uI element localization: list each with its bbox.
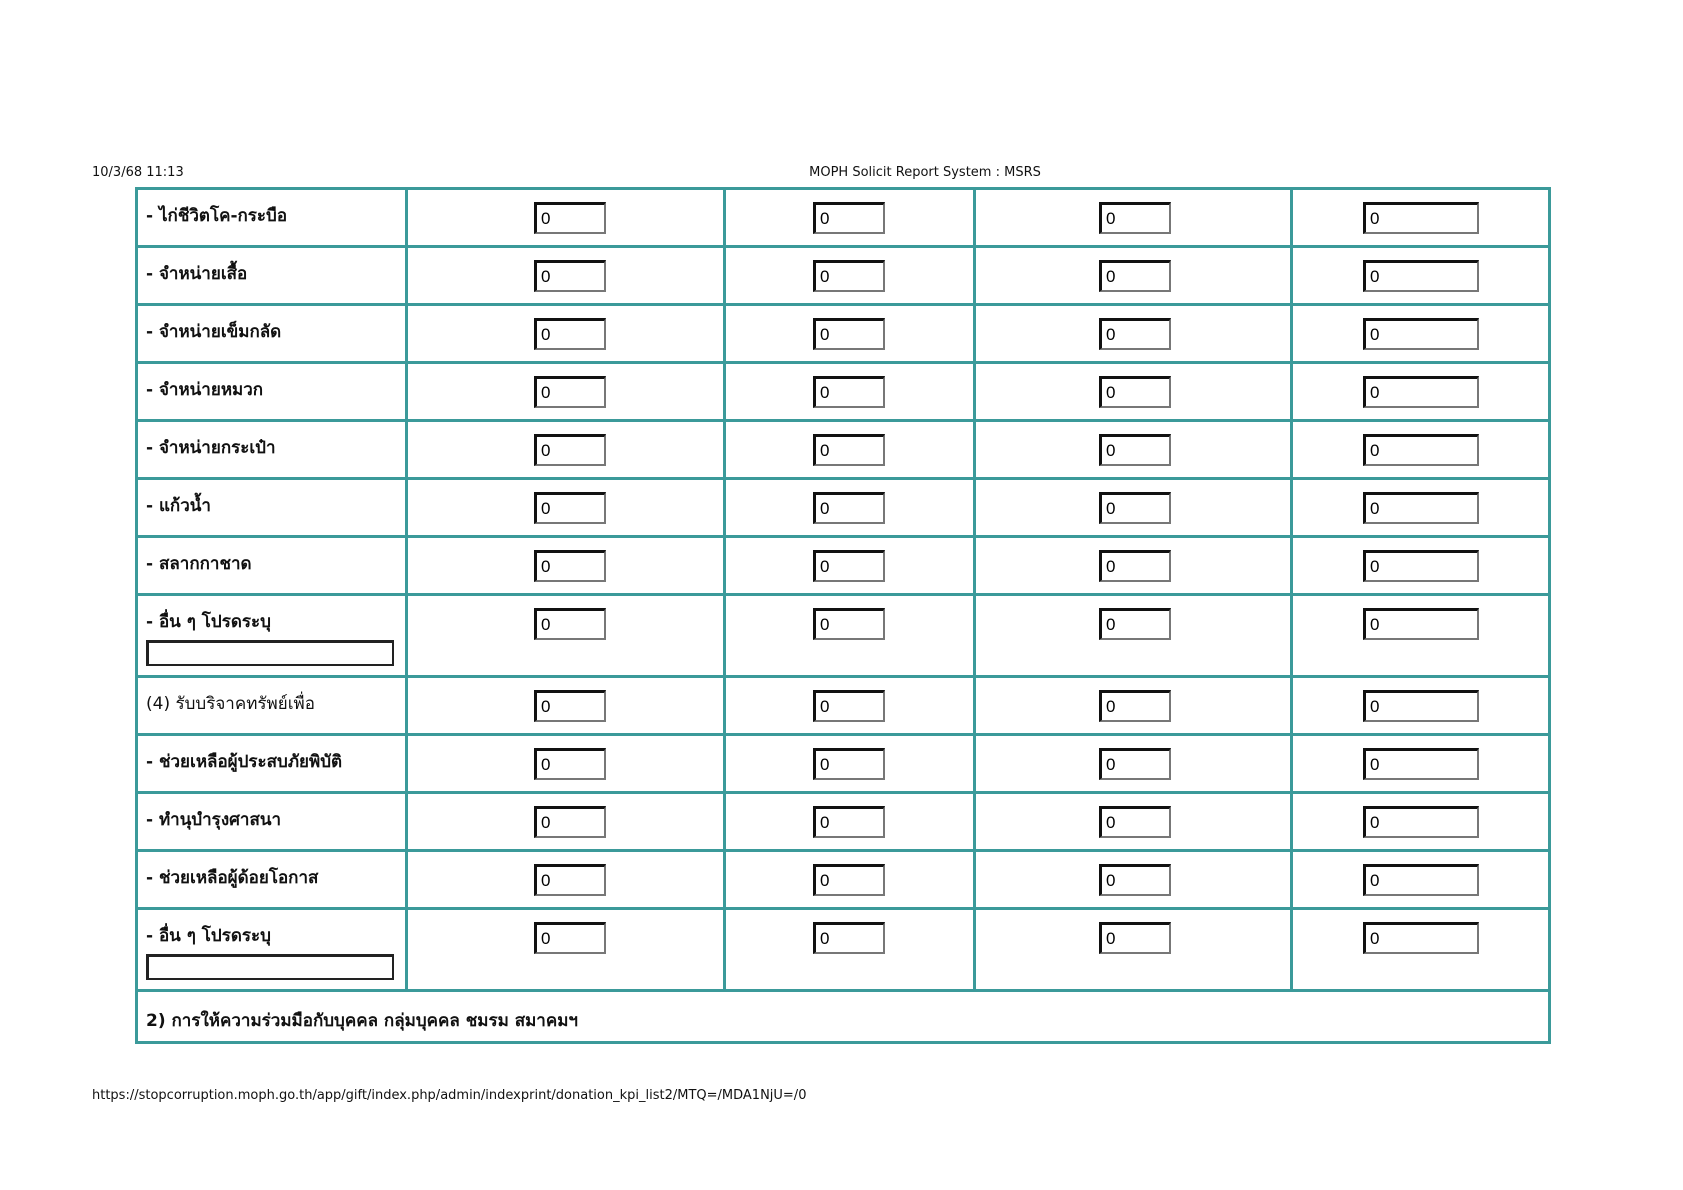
row-label: - ทำนุบำรุงศาสนา <box>146 810 281 830</box>
value-input[interactable] <box>534 376 606 408</box>
value-input[interactable] <box>813 318 885 350</box>
value-input[interactable] <box>1363 748 1479 780</box>
value-input[interactable] <box>1099 260 1171 292</box>
row-label: - จำหน่ายเข็มกลัด <box>146 322 282 342</box>
value-input[interactable] <box>813 690 885 722</box>
table-row <box>137 851 1550 909</box>
table-row <box>137 735 1550 793</box>
value-input[interactable] <box>1099 806 1171 838</box>
value-input[interactable] <box>1363 492 1479 524</box>
value-input[interactable] <box>813 608 885 640</box>
value-input[interactable] <box>1363 202 1479 234</box>
value-input[interactable] <box>534 922 606 954</box>
value-input[interactable] <box>1099 748 1171 780</box>
value-input[interactable] <box>813 748 885 780</box>
value-input[interactable] <box>1099 318 1171 350</box>
footer-url: https://stopcorruption.moph.go.th/app/gift/index.php/admin/indexprint/donation_kpi_list2/MTQ=/MDA1NjU=/0 <box>92 1088 807 1103</box>
value-input[interactable] <box>534 434 606 466</box>
value-input[interactable] <box>1099 608 1171 640</box>
value-input[interactable] <box>1363 434 1479 466</box>
section-row <box>137 991 1550 1043</box>
table-row <box>137 247 1550 305</box>
value-input[interactable] <box>1363 608 1479 640</box>
row-label: - จำหน่ายกระเป๋า <box>146 438 276 458</box>
value-input[interactable] <box>813 260 885 292</box>
row-label: - ไก่ชีวิตโค-กระบือ <box>146 206 288 226</box>
value-input[interactable] <box>813 864 885 896</box>
table-row <box>137 479 1550 537</box>
table-row <box>137 363 1550 421</box>
value-input[interactable] <box>1099 864 1171 896</box>
table-row <box>137 537 1550 595</box>
value-input[interactable] <box>1363 690 1479 722</box>
value-input[interactable] <box>1363 806 1479 838</box>
value-input[interactable] <box>534 806 606 838</box>
table-row <box>137 305 1550 363</box>
value-input[interactable] <box>534 202 606 234</box>
section-heading: 2) การให้ความร่วมมือกับบุคคล กลุ่มบุคคล ชมรม สมาคมฯ <box>146 1011 578 1031</box>
value-input[interactable] <box>813 202 885 234</box>
value-input[interactable] <box>534 864 606 896</box>
other-specify-input[interactable] <box>146 640 394 666</box>
value-input[interactable] <box>1363 922 1479 954</box>
value-input[interactable] <box>1363 260 1479 292</box>
value-input[interactable] <box>534 550 606 582</box>
value-input[interactable] <box>813 376 885 408</box>
value-input[interactable] <box>813 806 885 838</box>
page-title: MOPH Solicit Report System : MSRS <box>809 165 1041 180</box>
value-input[interactable] <box>1099 492 1171 524</box>
row-label: - อื่น ๆ โปรดระบุ <box>146 926 271 946</box>
value-input[interactable] <box>534 608 606 640</box>
value-input[interactable] <box>813 492 885 524</box>
value-input[interactable] <box>1099 550 1171 582</box>
value-input[interactable] <box>1363 864 1479 896</box>
row-label: - ช่วยเหลือผู้ด้อยโอกาส <box>146 868 319 888</box>
row-label: - ช่วยเหลือผู้ประสบภัยพิบัติ <box>146 752 343 772</box>
value-input[interactable] <box>1363 318 1479 350</box>
value-input[interactable] <box>1099 922 1171 954</box>
row-label: - จำหน่ายหมวก <box>146 380 264 400</box>
row-label: - อื่น ๆ โปรดระบุ <box>146 612 271 632</box>
donation-table <box>135 187 1551 1044</box>
value-input[interactable] <box>534 748 606 780</box>
value-input[interactable] <box>1363 376 1479 408</box>
row-label: (4) รับบริจาคทรัพย์เพื่อ <box>146 694 315 714</box>
value-input[interactable] <box>534 690 606 722</box>
table-row <box>137 595 1550 677</box>
value-input[interactable] <box>534 260 606 292</box>
value-input[interactable] <box>1099 434 1171 466</box>
other-specify-input[interactable] <box>146 954 394 980</box>
value-input[interactable] <box>813 922 885 954</box>
value-input[interactable] <box>813 434 885 466</box>
table-row <box>137 677 1550 735</box>
print-date: 10/3/68 11:13 <box>92 165 184 180</box>
value-input[interactable] <box>534 492 606 524</box>
table-row <box>137 189 1550 247</box>
value-input[interactable] <box>1363 550 1479 582</box>
value-input[interactable] <box>1099 202 1171 234</box>
row-label: - แก้วน้ำ <box>146 496 211 516</box>
row-label: - จำหน่ายเสื้อ <box>146 264 248 284</box>
table-row <box>137 421 1550 479</box>
table-row <box>137 909 1550 991</box>
value-input[interactable] <box>1099 376 1171 408</box>
value-input[interactable] <box>1099 690 1171 722</box>
row-label: - สลากกาชาด <box>146 554 252 574</box>
value-input[interactable] <box>534 318 606 350</box>
table-row <box>137 793 1550 851</box>
value-input[interactable] <box>813 550 885 582</box>
